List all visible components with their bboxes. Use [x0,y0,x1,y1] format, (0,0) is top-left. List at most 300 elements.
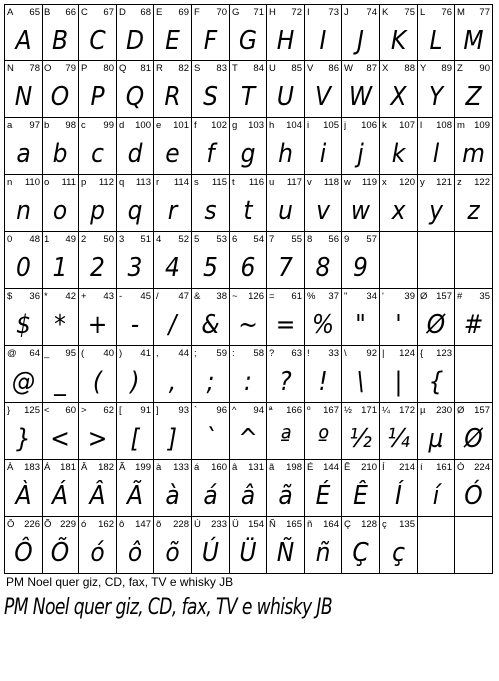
glyph-label [194,405,227,417]
glyph-char: Ã [119,462,126,473]
glyph-sample: n [16,196,31,226]
glyph-cell [267,346,305,403]
glyph-label [307,405,339,417]
glyph-sample: ? [279,367,292,397]
glyph-code: 86 [328,63,339,74]
glyph-char: [ [119,405,122,416]
glyph-sample: Q [125,82,145,112]
glyph-label [344,177,377,189]
glyph-cell [230,4,267,61]
glyph-cell [305,61,342,118]
glyph-cell [230,118,267,175]
glyph-label [7,234,40,246]
glyph-code: 160 [211,462,227,473]
glyph-label [420,462,452,474]
glyph-code: 75 [404,7,415,18]
glyph-cell [418,289,455,346]
glyph-char: 7 [269,234,275,245]
glyph-char: 0 [7,234,13,245]
glyph-cell [79,232,117,289]
glyph-label [344,7,377,19]
glyph-code: 111 [61,177,76,188]
glyph-char: 9 [344,234,350,245]
glyph-label [81,519,114,531]
glyph-code: 53 [216,234,227,245]
glyph-label [457,405,490,417]
glyph-cell [305,232,342,289]
glyph-cell [455,289,493,346]
glyph-char: d [119,120,125,131]
glyph-cell [230,232,267,289]
glyph-label [382,291,415,303]
glyph-sample: X [390,82,407,112]
glyph-code: 41 [140,348,151,359]
glyph-code: 214 [399,462,415,473]
glyph-label [269,120,302,132]
glyph-char: q [119,177,125,188]
sample-caption: PM Noel quer giz, CD, fax, TV e whisky JB [6,575,234,589]
glyph-cell [380,4,418,61]
glyph-char: Í [382,462,385,473]
glyph-sample: ¼ [387,424,410,454]
glyph-label [156,348,189,360]
glyph-char: 1 [44,234,50,245]
glyph-code: 124 [399,348,415,359]
glyph-label [420,234,452,246]
glyph-cell [192,61,230,118]
glyph-cell [79,61,117,118]
glyph-label [232,63,264,75]
glyph-sample: > [87,424,108,454]
glyph-code: 161 [436,462,452,473]
glyph-char: Z [457,63,463,74]
glyph-cell [79,175,117,232]
glyph-cell [117,289,154,346]
glyph-code: 166 [286,405,302,416]
glyph-cell [418,61,455,118]
glyph-sample: V [315,82,331,112]
glyph-code: 73 [328,7,339,18]
glyph-sample: Â [89,481,106,511]
glyph-label [382,234,415,246]
glyph-label [457,462,490,474]
glyph-sample: a [16,139,31,169]
glyph-label [156,7,189,19]
glyph-code: 198 [286,462,302,473]
glyph-sample: í [432,481,440,511]
glyph-sample: ! [318,367,328,397]
glyph-char: ô [119,519,125,530]
glyph-sample: , [168,367,177,397]
glyph-sample: ã [278,481,293,511]
glyph-code: 98 [65,120,76,131]
glyph-char: R [156,63,163,74]
glyph-sample: 1 [52,253,68,283]
glyph-code: 165 [286,519,302,530]
glyph-sample: ^ [238,424,258,454]
glyph-label [81,348,114,360]
glyph-char: ) [119,348,123,359]
glyph-sample [418,248,454,288]
glyph-sample: 8 [315,253,331,283]
glyph-sample: v [316,196,330,226]
glyph-code: 43 [103,291,114,302]
glyph-sample: Ü [239,538,257,568]
glyph-code: 104 [286,120,302,131]
glyph-cell [117,175,154,232]
glyph-sample: w [350,196,371,226]
glyph-label [156,291,189,303]
glyph-cell [342,118,380,175]
glyph-char: ; [194,348,197,359]
glyph-cell [117,403,154,460]
glyph-sample: J [357,26,364,56]
glyph-char: Ü [232,519,239,530]
glyph-cell [4,232,43,289]
glyph-label [457,234,490,246]
glyph-label [44,462,76,474]
glyph-code: 112 [98,177,114,188]
glyph-label [81,462,114,474]
glyph-code: 84 [253,63,264,74]
glyph-sample: % [311,310,335,340]
glyph-sample: µ [428,424,444,454]
glyph-sample: I [319,26,327,56]
glyph-sample: k [391,139,406,169]
glyph-char: Ø [457,405,465,416]
glyph-code: 210 [361,462,377,473]
glyph-label [269,462,302,474]
glyph-cell [4,346,43,403]
glyph-label [307,291,339,303]
glyph-cell [4,4,43,61]
glyph-code: 34 [366,291,377,302]
glyph-label [420,348,452,360]
glyph-code: 154 [248,519,264,530]
glyph-label [119,405,151,417]
glyph-sample: T [240,82,256,112]
glyph-code: 95 [65,348,76,359]
glyph-sample: õ [165,538,180,568]
glyph-cell [418,460,455,517]
glyph-sample: ` [204,424,217,454]
glyph-cell [305,4,342,61]
glyph-cell [4,61,43,118]
glyph-char: S [194,63,201,74]
glyph-code: 66 [65,7,76,18]
glyph-code: 90 [479,63,490,74]
glyph-char: , [156,348,159,359]
glyph-code: 224 [474,462,490,473]
glyph-label [119,291,151,303]
glyph-sample: | [394,367,403,397]
glyph-code: 101 [173,120,189,131]
glyph-label [7,519,40,531]
glyph-char: ` [194,405,198,416]
glyph-char: / [156,291,159,302]
glyph-char: y [420,177,425,188]
glyph-label [307,7,339,19]
glyph-char: ~ [232,291,238,302]
glyph-label [194,177,227,189]
glyph-sample: - [130,310,140,340]
glyph-code: 78 [29,63,40,74]
glyph-sample: # [463,310,484,340]
glyph-label [44,405,76,417]
glyph-sample: ( [92,367,103,397]
glyph-sample: ½ [349,424,372,454]
glyph-code: 135 [399,519,415,530]
glyph-code: 74 [366,7,377,18]
glyph-char: õ [156,519,162,530]
glyph-char: * [44,291,48,302]
glyph-sample [418,533,454,573]
glyph-label [119,519,151,531]
glyph-cell [455,517,493,574]
glyph-char: _ [44,348,50,359]
glyph-char: ] [156,405,159,416]
glyph-label [457,291,490,303]
glyph-code: 56 [328,234,339,245]
glyph-sample [455,362,492,402]
glyph-cell [117,232,154,289]
glyph-cell [380,517,418,574]
glyph-cell [267,175,305,232]
glyph-cell [380,232,418,289]
glyph-cell [79,118,117,175]
glyph-sample: x [391,196,406,226]
glyph-cell [230,289,267,346]
glyph-sample: Ø [426,310,446,340]
glyph-char: F [194,7,200,18]
glyph-cell [267,232,305,289]
glyph-code: 45 [140,291,151,302]
glyph-sample: ' [395,310,402,340]
glyph-cell [42,118,79,175]
glyph-cell [192,460,230,517]
glyph-char: º [307,405,311,416]
glyph-char: a [7,120,13,131]
glyph-code: 51 [140,234,151,245]
glyph-char: } [7,405,11,416]
glyph-cell [230,346,267,403]
glyph-cell [230,517,267,574]
glyph-label [232,405,264,417]
glyph-code: 54 [253,234,264,245]
glyph-sample: $ [16,310,31,340]
glyph-sample: & [201,310,220,340]
glyph-code: 233 [211,519,227,530]
glyph-sample: ô [127,538,143,568]
glyph-char: k [382,120,387,131]
glyph-label [382,63,415,75]
glyph-label [307,63,339,75]
glyph-sample [380,248,417,288]
glyph-cell [455,61,493,118]
glyph-sample: º [317,424,329,454]
glyph-sample: Ø [464,424,483,454]
glyph-label [382,7,415,19]
glyph-sample: R [164,82,181,112]
glyph-label [44,63,76,75]
glyph-label [232,291,264,303]
glyph-cell [154,289,192,346]
glyph-sample: C [89,26,106,56]
glyph-cell [455,460,493,517]
glyph-code: 64 [29,348,40,359]
glyph-cell [380,403,418,460]
glyph-code: 92 [366,348,377,359]
glyph-char: m [457,120,465,131]
glyph-label [81,234,114,246]
glyph-code: 115 [211,177,227,188]
glyph-code: 116 [248,177,264,188]
glyph-cell [42,403,79,460]
glyph-cell [79,4,117,61]
glyph-label [81,291,114,303]
glyph-char: Õ [44,519,52,530]
glyph-cell [342,61,380,118]
glyph-cell [4,175,43,232]
glyph-label [382,348,415,360]
glyph-code: 47 [178,291,189,302]
glyph-label [307,177,339,189]
glyph-cell [305,118,342,175]
glyph-cell [117,517,154,574]
glyph-code: 44 [178,348,189,359]
glyph-char: Ç [344,519,351,530]
glyph-code: 91 [140,405,151,416]
glyph-sample: B [51,26,69,56]
glyph-code: 42 [65,291,76,302]
glyph-sample: o [52,196,68,226]
glyph-char: O [44,63,52,74]
glyph-char: c [81,120,86,131]
glyph-code: 50 [103,234,114,245]
glyph-char: 4 [156,234,162,245]
glyph-code: 107 [399,120,415,131]
glyph-label [81,63,114,75]
glyph-char: ? [269,348,275,359]
glyph-cell [117,61,154,118]
glyph-label [232,177,264,189]
glyph-label [194,7,227,19]
glyph-sample: 6 [240,253,256,283]
glyph-cell [267,460,305,517]
glyph-char: ! [307,348,310,359]
glyph-code: 94 [253,405,264,416]
glyph-label [269,348,302,360]
glyph-sample [455,248,492,288]
glyph-code: 59 [216,348,227,359]
glyph-label [119,177,151,189]
glyph-cell [305,289,342,346]
glyph-char: & [194,291,201,302]
glyph-cell [418,403,455,460]
glyph-code: 117 [286,177,302,188]
glyph-char: Á [44,462,51,473]
glyph-sample: j [357,139,364,169]
glyph-code: 85 [291,63,302,74]
glyph-code: 69 [178,7,189,18]
glyph-cell [192,346,230,403]
glyph-cell [154,4,192,61]
glyph-code: 167 [323,405,339,416]
glyph-code: 65 [29,7,40,18]
glyph-cell [230,403,267,460]
glyph-label [307,120,339,132]
glyph-code: 229 [60,519,76,530]
glyph-cell [380,175,418,232]
glyph-code: 55 [291,234,302,245]
glyph-sample: i [319,139,327,169]
glyph-cell [154,118,192,175]
glyph-sample: \ [356,367,365,397]
glyph-sample: p [90,196,105,226]
glyph-sample: À [15,481,32,511]
glyph-code: 147 [135,519,151,530]
glyph-char: : [232,348,235,359]
glyph-char: ó [81,519,87,530]
glyph-char: G [232,7,240,18]
glyph-label [156,462,189,474]
glyph-char: e [156,120,162,131]
glyph-code: 157 [474,405,490,416]
glyph-cell [380,289,418,346]
glyph-cell [305,346,342,403]
glyph-code: 118 [323,177,339,188]
glyph-sample: H [276,26,295,56]
glyph-char: N [7,63,14,74]
glyph-sample: à [165,481,180,511]
glyph-label [269,519,302,531]
glyph-cell [154,403,192,460]
glyph-code: 39 [404,291,415,302]
glyph-cell [117,4,154,61]
glyph-sample: < [50,424,70,454]
glyph-label [156,177,189,189]
glyph-label [382,405,415,417]
glyph-char: ( [81,348,85,359]
glyph-sample: b [52,139,68,169]
glyph-code: 126 [248,291,264,302]
glyph-sample: Ó [464,481,483,511]
glyph-char: g [232,120,238,131]
glyph-label [420,405,452,417]
glyph-char: $ [7,291,13,302]
glyph-char: h [269,120,275,131]
glyph-cell [192,175,230,232]
glyph-cell [455,118,493,175]
glyph-cell [267,517,305,574]
glyph-code: 82 [178,63,189,74]
glyph-code: 181 [60,462,76,473]
glyph-cell [267,403,305,460]
glyph-label [307,462,339,474]
glyph-sample: * [54,310,66,340]
glyph-label [119,462,151,474]
glyph-cell [154,61,192,118]
glyph-label [156,120,189,132]
glyph-cell [342,4,380,61]
glyph-sample: : [244,367,252,397]
glyph-sample: ó [90,538,105,568]
glyph-cell [42,460,79,517]
glyph-label [81,405,114,417]
glyph-cell [230,175,267,232]
glyph-cell [79,403,117,460]
glyph-sample: 4 [165,253,180,283]
